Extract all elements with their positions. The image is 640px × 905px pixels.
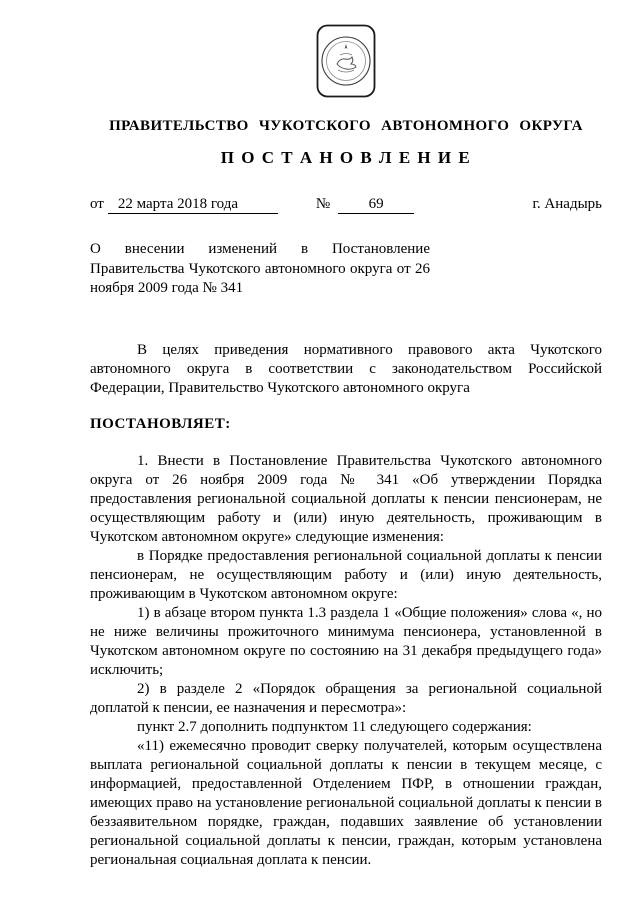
body-paragraph: в Порядке предоставления региональной социальной доплаты к пенсии пенсионерам, не осуществляющим работу и (или) иную деятельность, проживающим в Чукотском автономном округе: [90,547,602,602]
document-subject: О внесении изменений в Постановление Правительства Чукотского автономного округа от 26 ноября 2009 года № 341 [90,241,430,296]
coat-of-arms-icon [316,24,376,98]
number-label: № [315,196,331,212]
body-paragraph: 2) в разделе 2 «Порядок обращения за региональной социальной доплатой к пенсии, ее назначения и пересмотра»: [90,680,602,716]
date-prefix: от [90,196,104,212]
org-name: ПРАВИТЕЛЬСТВО ЧУКОТСКОГО АВТОНОМНОГО ОКРУГА [109,118,583,134]
city-label: г. Анадырь [532,196,602,212]
body-paragraph: «11) ежемесячно проводит сверку получателей, которым осуществлена выплата региональной социальной доплаты к пенсии в текущем месяце, с информацией, предоставленной Отделением ПФР, в отношении граждан, имеющих право на установление региональной социальной доплаты к пенсии в беззаявительном порядке, граждан, подавших заявление об установлении региональной социальной доплаты к пенсии, граждан, которым установлена региональная социальная доплата к пенсии. [90,737,602,868]
body-paragraph: 1. Внести в Постановление Правительства Чукотского автономного округа от 26 ноября 2009 года № 341 «Об утверждении Порядка предоставления региональной социальной доплаты к пенсии пенсионерам, не осуществляющим работу и (или) иную деятельность, проживающим в Чукотском автономном округе» следующие изменения: [90,452,602,545]
body-paragraph: пункт 2.7 дополнить подпунктом 11 следующего содержания: [137,718,532,735]
document-body [90,341,602,870]
resolve-heading: ПОСТАНОВЛЯЕТ: [90,415,231,432]
number-value: 69 [338,196,414,214]
date-number-line [90,196,602,214]
date-value: 22 марта 2018 года [108,196,278,214]
intro-paragraph: В целях приведения нормативного правового акта Чукотского автономного округа в соответствии с законодательством Российской Федерации, Правительство Чукотского автономного округа [90,341,602,396]
doc-type-title: П О С Т А Н О В Л Е Н И Е [220,148,472,167]
body-paragraph: 1) в абзаце втором пункта 1.3 раздела 1 «Общие положения» слова «, но не ниже величины прожиточного минимума пенсионера, установленной в Чукотском автономном округе по состоянию на 31 декабря предыдущего года» исключить; [90,604,602,678]
